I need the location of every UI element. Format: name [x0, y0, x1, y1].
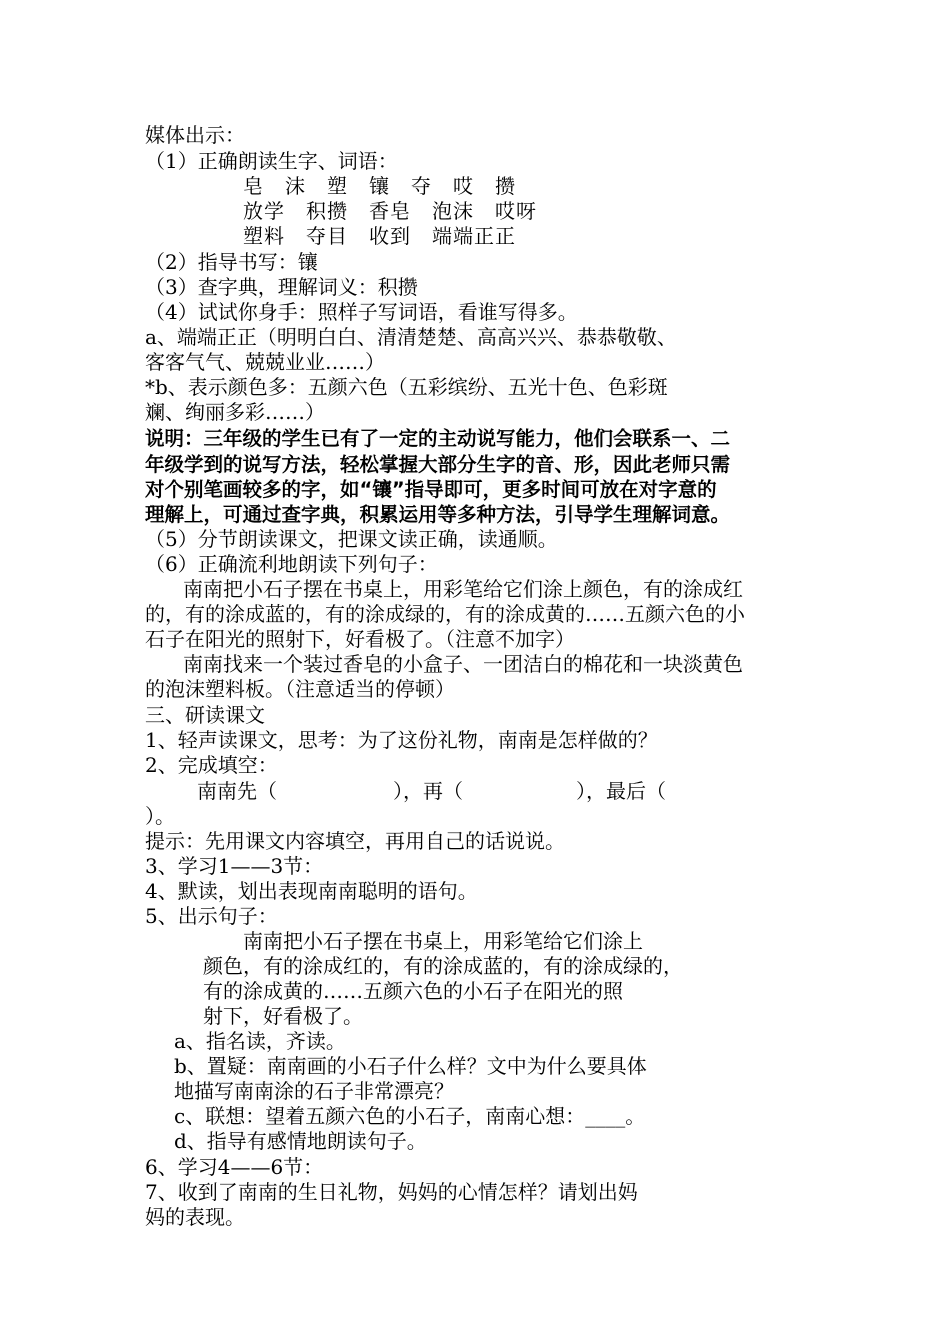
task-1-line: 1、轻声读课文，思考：为了这份礼物，南南是怎样做的？ — [145, 728, 658, 752]
note-line-2: 年级学到的说写方法，轻松掌握大部分生字的音、形，因此老师只需 — [145, 453, 731, 476]
sentence-1-line-1: 南南把小石子摆在书桌上，用彩笔给它们涂上颜色，有的涂成红 — [183, 577, 743, 601]
hint-line: 提示：先用课文内容填空，再用自己的话说说。 — [145, 829, 565, 853]
fill-blank-end: ）。 — [145, 804, 175, 828]
task-6-line: 6、学习4——6节： — [145, 1155, 324, 1179]
fill-blank-then: ），再（ — [393, 779, 463, 803]
item-b-line-1: *b、表示颜色多：五颜六色（五彩缤纷、五光十色、色彩斑 — [145, 375, 668, 399]
sub-b-line-1: b、置疑：南南画的小石子什么样？文中为什么要具体 — [174, 1054, 647, 1078]
task-4-line: 4、默读，划出表现南南聪明的语句。 — [145, 879, 478, 903]
sentence-1-line-2: 的，有的涂成蓝的，有的涂成绿的，有的涂成黄的……五颜六色的小 — [145, 602, 745, 626]
task-3-line: 3、学习1——3节： — [145, 854, 324, 878]
step-3-line: （3）查字典，理解词义：积攒 — [145, 275, 418, 299]
task-5-line: 5、出示句子： — [145, 904, 278, 928]
step-5-line: （5）分节朗读课文，把课文读正确，读通顺。 — [145, 527, 558, 551]
task-2-line: 2、完成填空： — [145, 753, 278, 777]
section-3-heading: 三、研读课文 — [145, 703, 265, 727]
quote-line-4: 射下，好看极了。 — [203, 1004, 363, 1028]
words-line-2: 塑料 夺目 收到 端端正正 — [243, 224, 516, 248]
step-4-line: （4）试试你身手：照样子写词语，看谁写得多。 — [145, 300, 578, 324]
sentence-2-line-1: 南南找来一个装过香皂的小盒子、一团洁白的棉花和一块淡黄色 — [183, 652, 743, 676]
quote-line-2: 颜色，有的涂成红的，有的涂成蓝的，有的涂成绿的， — [203, 954, 683, 978]
task-7-line-1: 7、收到了南南的生日礼物，妈妈的心情怎样？请划出妈 — [145, 1180, 638, 1204]
sub-c-line: c、联想：望着五颜六色的小石子，南南心想：____。 — [174, 1104, 646, 1128]
quote-line-1: 南南把小石子摆在书桌上，用彩笔给它们涂上 — [243, 929, 643, 953]
note-line-4: 理解上，可通过查字典，积累运用等多种方法，引导学生理解词意。 — [145, 503, 731, 526]
step-2-line: （2）指导书写：镶 — [145, 250, 318, 274]
fill-blank-finally: ），最后（ — [576, 779, 666, 803]
media-heading: 媒体出示： — [145, 123, 245, 147]
step-1-line: （1）正确朗读生字、词语： — [145, 149, 398, 173]
sentence-1-line-3: 石子在阳光的照射下，好看极了。（注意不加字） — [145, 627, 575, 651]
characters-line: 皂 沫 塑 镶 夺 哎 攒 — [243, 174, 516, 198]
sub-d-line: d、指导有感情地朗读句子。 — [174, 1129, 427, 1153]
words-line-1: 放学 积攒 香皂 泡沫 哎呀 — [243, 199, 537, 223]
note-line-1: 说明：三年级的学生已有了一定的主动说写能力，他们会联系一、二 — [145, 427, 731, 450]
item-b-line-2: 斓、绚丽多彩……） — [145, 400, 325, 424]
task-7-line-2: 妈的表现。 — [145, 1205, 245, 1229]
step-6-line: （6）正确流利地朗读下列句子： — [145, 552, 438, 576]
note-line-3: 对个别笔画较多的字，如“镶”指导即可，更多时间可放在对字意的 — [145, 478, 717, 501]
sentence-2-line-2: 的泡沫塑料板。（注意适当的停顿） — [145, 677, 455, 701]
item-a-line-2: 客客气气、兢兢业业……） — [145, 350, 385, 374]
quote-line-3: 有的涂成黄的……五颜六色的小石子在阳光的照 — [203, 979, 623, 1003]
sub-b-line-2: 地描写南南涂的石子非常漂亮？ — [174, 1079, 454, 1103]
fill-blank-first: 南南先（ — [197, 779, 277, 803]
item-a-line-1: a、端端正正（明明白白、清清楚楚、高高兴兴、恭恭敬敬、 — [145, 325, 677, 349]
sub-a-line: a、指名读，齐读。 — [174, 1029, 346, 1053]
